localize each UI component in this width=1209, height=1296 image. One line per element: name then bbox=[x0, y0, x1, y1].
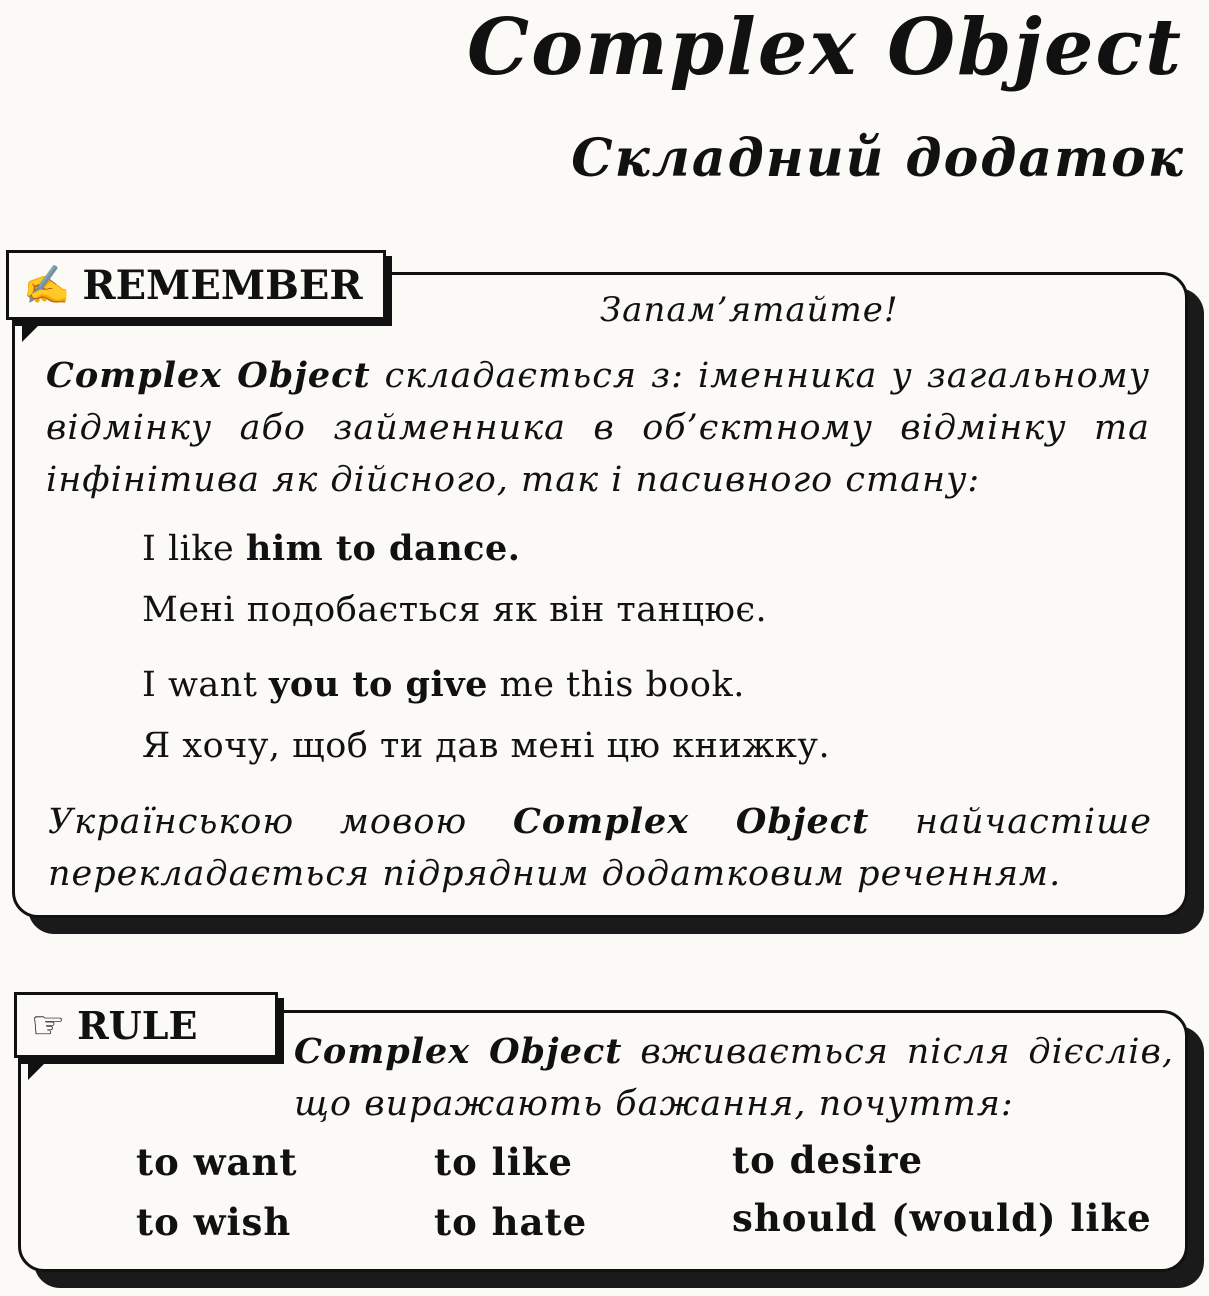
example-translation-1: Мені подобається як він танцює. bbox=[142, 590, 768, 630]
remember-tab bbox=[6, 250, 386, 320]
example-translation-2: Я хочу, щоб ти дав мені цю книжку. bbox=[142, 726, 831, 766]
term-complex-object: Complex Object bbox=[46, 355, 371, 396]
remember-tab-label: REMEMBER bbox=[82, 261, 363, 309]
example-2-bold: you to give bbox=[269, 664, 488, 705]
rule-intro bbox=[294, 1026, 1174, 1130]
page-title: Complex Object bbox=[467, 2, 1183, 93]
example-2-pre: I want bbox=[142, 665, 270, 705]
rule-intro-text: вживається після дієслів, що виражають бажання, почуття: bbox=[294, 1032, 1174, 1124]
page-subtitle: Складний додаток bbox=[571, 128, 1185, 189]
remember-note bbox=[48, 796, 1152, 900]
verb-item: should (would) like bbox=[732, 1196, 1152, 1240]
verb-item: to like bbox=[434, 1140, 573, 1184]
verb-item: to wish bbox=[136, 1200, 292, 1244]
example-sentence-1 bbox=[142, 528, 520, 569]
rule-intro-term: Complex Object bbox=[294, 1031, 623, 1072]
remember-tab-tail bbox=[22, 320, 44, 342]
example-sentence-2 bbox=[142, 664, 745, 705]
rule-tab bbox=[14, 992, 278, 1058]
example-1-bold: him to dance. bbox=[245, 528, 521, 569]
remember-intro-text: складається з: іменника у загальному відмінку або займенника в об’єктному відмінку та інфінітива як дійсного, так і пасивного стану: bbox=[46, 356, 1150, 500]
writing-hand-icon: ✍ bbox=[23, 263, 71, 307]
rule-tab-label: RULE bbox=[77, 1002, 198, 1048]
verb-item: to desire bbox=[732, 1138, 923, 1182]
verb-item: to want bbox=[136, 1140, 298, 1184]
remember-caption: Запам’ятайте! bbox=[600, 290, 899, 330]
remember-note-term: Complex Object bbox=[512, 801, 870, 842]
example-2-post: me this book. bbox=[487, 665, 745, 705]
verb-item: to hate bbox=[434, 1200, 588, 1244]
remember-note-pre: Українською мовою bbox=[48, 802, 513, 842]
remember-note-post: найчастіше перекладається підрядним додатковим реченням. bbox=[48, 802, 1152, 894]
example-1-pre: I like bbox=[142, 529, 246, 569]
rule-tab-tail bbox=[28, 1058, 50, 1080]
pointing-hand-icon: ☞ bbox=[31, 1003, 66, 1047]
remember-intro bbox=[46, 350, 1150, 506]
